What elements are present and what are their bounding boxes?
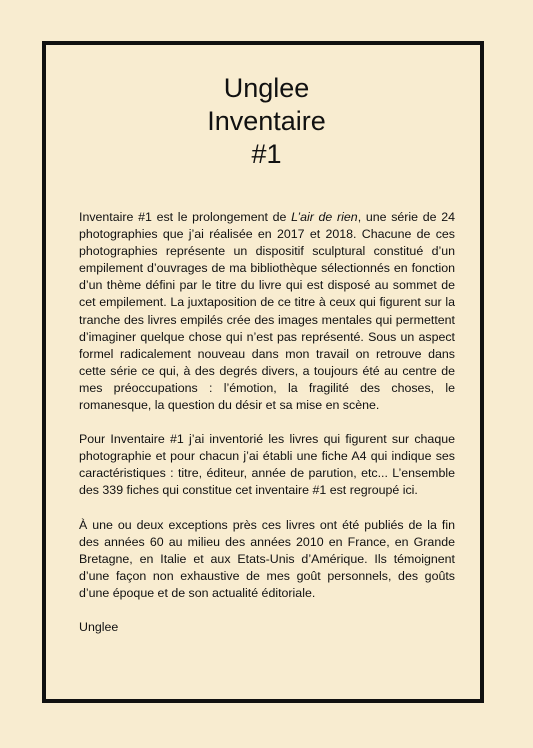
document-title	[0, 72, 533, 171]
signature: Unglee	[79, 619, 119, 634]
paragraph-exceptions: À une ou deux exceptions près ces livres ont été publiés de la fin des années 60 au milieu des années 2010 en France, en Grande Bretagne, en Italie et aux Etats-Unis d’Amérique. Ils témoignent d’une façon non exhaustive de mes goût personnels, des goûts d’une époque et de son actualité éditoriale.	[79, 517, 455, 600]
paragraph-intro-rest: , une série de 24 photographies que j’ai réalisée en 2017 et 2018. Chacune de ces photographies représente un dispositif sculptural constitué d’un empilement d’ouvrages de ma bibliothèque sélectionnés en fonction d’un thème défini par le titre du livre qui est disposé au sommet de cet empilement. La juxtaposition de ce titre à ceux qui figurent sur la tranche des livres empilés crée des images mentales qui permettent d’imaginer quelque chose qui n’est pas représenté. Sous un aspect formel radicalement nouveau dans mon travail on retrouve dans cette série ce qui, à des degrés divers, a toujours été au centre de mes préoccupations : l’émotion, la fragilité des choses, le romanesque, la question du désir et sa mise en scène.	[79, 210, 456, 413]
paragraph-intro-start: Inventaire #1 est le prolongement de	[79, 210, 292, 224]
title-line-work: Inventaire	[207, 106, 326, 136]
series-title-italic: L’air de rien	[291, 210, 358, 224]
title-line-author: Unglee	[223, 73, 310, 103]
paragraph-inventory: Pour Inventaire #1 j’ai inventorié les livres qui figurent sur chaque photographie et pour chacun j’ai établi une fiche A4 qui indique ses caractéristiques : titre, éditeur, année de parution, etc... L’ensemble des 339 fiches qui constitue cet inventaire #1 est regroupé ici.	[79, 432, 455, 498]
paragraph-intro	[79, 209, 455, 414]
title-line-number: #1	[251, 139, 282, 169]
document-body	[79, 209, 455, 636]
